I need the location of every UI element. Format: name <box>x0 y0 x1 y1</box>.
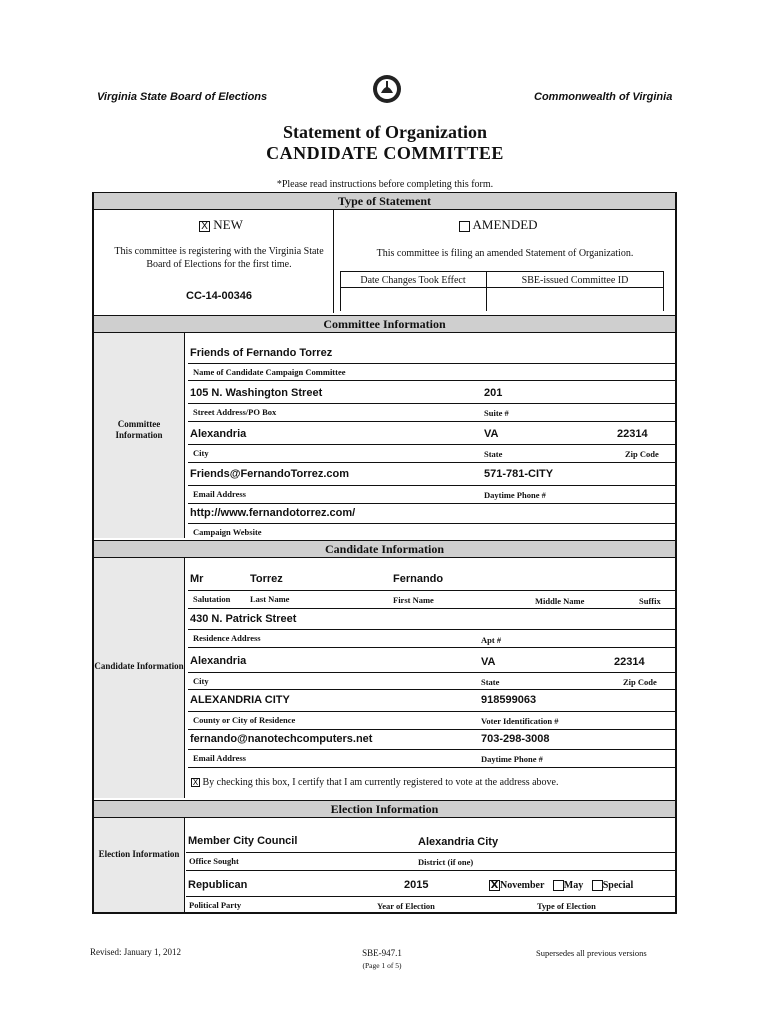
candidate-city-label: City <box>193 676 209 686</box>
amended-label: AMENDED <box>472 217 538 232</box>
page-indicator: (Page 1 of 5) <box>362 961 402 970</box>
committee-street: 105 N. Washington Street <box>190 387 323 399</box>
website-label: Campaign Website <box>193 527 262 537</box>
commonwealth-name: Commonwealth of Virginia <box>534 91 673 103</box>
new-option[interactable] <box>199 217 243 233</box>
candidate-city: Alexandria <box>190 655 247 667</box>
committee-phone: 571-781-CITY <box>484 468 554 480</box>
divider <box>188 485 675 486</box>
city-label: City <box>193 448 209 458</box>
last-name-label: Last Name <box>250 594 290 604</box>
certify-text: By checking this box, I certify that I am currently registered to vote at the address above. <box>202 777 559 788</box>
divider <box>188 689 675 690</box>
amended-checkbox[interactable] <box>459 221 470 232</box>
office-value: Member City Council <box>188 835 298 847</box>
candidate-side-panel <box>94 558 185 798</box>
divider <box>188 608 675 609</box>
year-label: Year of Election <box>377 901 435 911</box>
committee-information-bar: Committee Information <box>94 315 675 333</box>
election-side-panel <box>94 818 185 912</box>
residence-address-label: Residence Address <box>193 633 261 643</box>
candidate-email-label: Email Address <box>193 753 246 763</box>
apt-label: Apt # <box>481 635 502 645</box>
middle-name-label: Middle Name <box>535 596 585 606</box>
election-type-options <box>489 880 633 891</box>
sbe-id-label: SBE-issued Committee ID <box>521 275 629 286</box>
salutation-value: Mr <box>190 573 204 585</box>
new-label: NEW <box>213 217 243 232</box>
suite-label: Suite # <box>484 408 509 418</box>
divider <box>188 363 675 364</box>
divider <box>340 287 664 288</box>
divider <box>188 380 675 381</box>
agency-name: Virginia State Board of Elections <box>97 91 268 103</box>
first-name-label: First Name <box>393 595 434 605</box>
email-label: Email Address <box>193 489 246 499</box>
divider <box>188 462 675 463</box>
candidate-phone-label: Daytime Phone # <box>481 754 543 764</box>
amended-option[interactable] <box>459 217 538 233</box>
year-value: 2015 <box>404 879 429 891</box>
committee-state: VA <box>484 428 499 440</box>
committee-name: Friends of Fernando Torrez <box>190 347 333 359</box>
may-checkbox[interactable] <box>553 880 564 891</box>
instructions-note: *Please read instructions before completing this form. <box>276 179 494 190</box>
divider <box>186 870 675 871</box>
certify-checkbox[interactable]: X <box>192 778 199 788</box>
county-label: County or City of Residence <box>193 715 296 725</box>
revised-date: Revised: January 1, 2012 <box>90 947 181 957</box>
candidate-zip-label: Zip Code <box>623 677 657 687</box>
special-checkbox[interactable] <box>592 880 603 891</box>
divider <box>188 523 675 524</box>
committee-id: CC-14-00346 <box>186 290 253 302</box>
divider <box>188 403 675 404</box>
divider <box>188 590 675 591</box>
candidate-side-label: Candidate Information <box>94 661 184 671</box>
divider <box>486 271 487 311</box>
may-label: May <box>563 880 584 891</box>
form-number: SBE-947.1 <box>362 948 402 958</box>
certify-row[interactable] <box>191 777 559 788</box>
suffix-label: Suffix <box>639 596 661 606</box>
new-checkbox[interactable]: X <box>199 221 210 232</box>
committee-side-label: Committee Information <box>115 419 163 440</box>
state-label: State <box>484 449 503 459</box>
divider <box>188 729 675 730</box>
divider <box>186 852 675 853</box>
street-label: Street Address/PO Box <box>193 407 277 417</box>
state-seal-icon <box>371 73 403 105</box>
district-label: District (if one) <box>418 857 474 867</box>
candidate-state: VA <box>481 656 496 668</box>
type-of-election-label: Type of Election <box>537 901 596 911</box>
committee-zip: 22314 <box>617 428 648 440</box>
candidate-email: fernando@nanotechcomputers.net <box>190 733 373 745</box>
candidate-phone: 703-298-3008 <box>481 733 550 745</box>
divider <box>333 210 334 313</box>
divider <box>188 749 675 750</box>
zip-label: Zip Code <box>625 449 659 459</box>
committee-website[interactable]: http://www.fernandotorrez.com/ <box>190 507 356 519</box>
voter-id-value: 918599063 <box>481 694 537 706</box>
committee-email: Friends@FernandoTorrez.com <box>190 468 350 480</box>
divider <box>188 421 675 422</box>
divider <box>188 503 675 504</box>
page-subtitle: CANDIDATE COMMITTEE <box>266 143 504 163</box>
amended-description: This committee is filing an amended Statement of Organization. <box>376 248 634 259</box>
divider <box>188 647 675 648</box>
committee-name-label: Name of Candidate Campaign Committee <box>193 367 346 377</box>
committee-city: Alexandria <box>190 428 247 440</box>
district-value: Alexandria City <box>418 836 499 848</box>
new-description: This committee is registering with the Virginia State Board of Elections for the first time. <box>114 246 324 270</box>
divider <box>188 767 675 768</box>
divider <box>188 711 675 712</box>
office-label: Office Sought <box>189 856 239 866</box>
candidate-state-label: State <box>481 677 500 687</box>
election-information-bar: Election Information <box>94 800 675 818</box>
candidate-zip: 22314 <box>614 656 645 668</box>
first-name-value: Fernando <box>393 573 444 585</box>
voter-id-label: Voter Identification # <box>481 716 559 726</box>
type-of-statement-bar: Type of Statement <box>94 193 675 210</box>
divider <box>188 629 675 630</box>
divider <box>186 896 675 897</box>
phone-label: Daytime Phone # <box>484 490 546 500</box>
residence-address: 430 N. Patrick Street <box>190 613 297 625</box>
divider <box>188 672 675 673</box>
special-label: Special <box>602 880 634 891</box>
november-checkbox[interactable]: X <box>490 880 499 892</box>
november-label: November <box>500 880 545 891</box>
county-value: ALEXANDRIA CITY <box>190 694 290 706</box>
party-value: Republican <box>188 879 248 891</box>
candidate-information-bar: Candidate Information <box>94 540 675 558</box>
committee-suite: 201 <box>484 387 503 399</box>
last-name-value: Torrez <box>250 573 283 585</box>
supersedes-note: Supersedes all previous versions <box>536 948 647 958</box>
page-title: Statement of Organization <box>283 122 487 142</box>
date-changes-label: Date Changes Took Effect <box>360 275 466 286</box>
party-label: Political Party <box>189 900 242 910</box>
election-side-label: Election Information <box>98 849 180 859</box>
salutation-label: Salutation <box>193 594 231 604</box>
divider <box>188 444 675 445</box>
